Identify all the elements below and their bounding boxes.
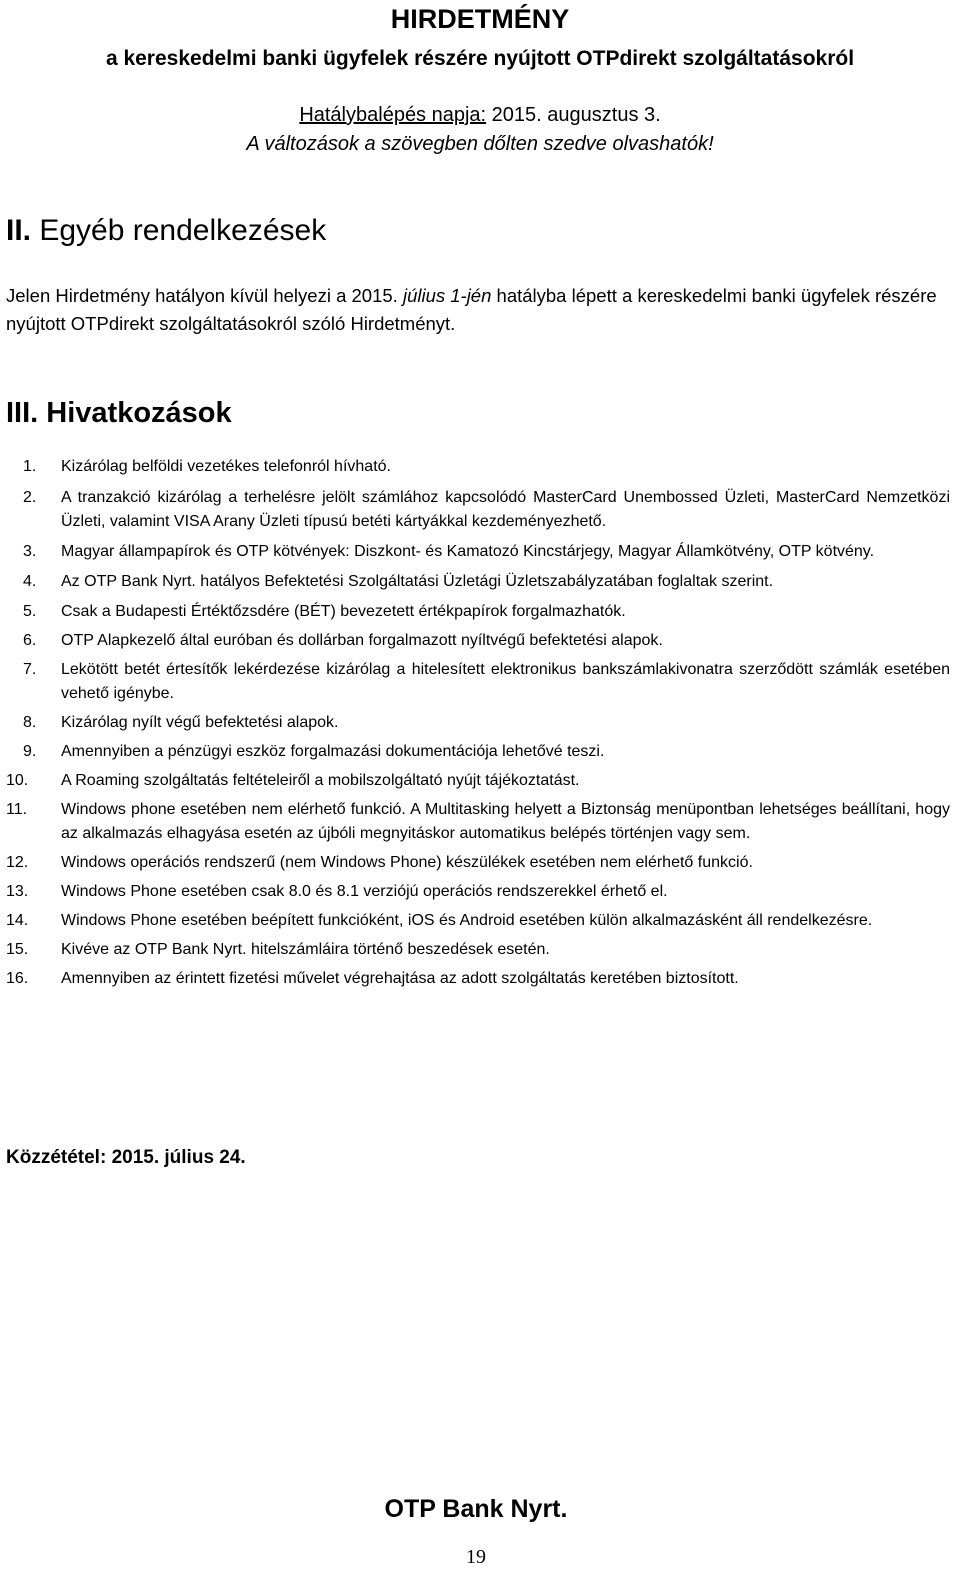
section-2-paragraph	[6, 282, 950, 338]
reference-text: Kivéve az OTP Bank Nyrt. hitelszámláira történő beszedések esetén.	[61, 941, 550, 958]
reference-text: Az OTP Bank Nyrt. hatályos Befektetési Szolgáltatási Üzletági Üzletszabályzatában foglaltak szerint.	[61, 573, 774, 590]
reference-number: 6.	[23, 632, 37, 649]
reference-text: Lekötött betét értesítők lekérdezése kizárólag a hitelesített elektronikus bankszámlakivonatra szerződött számlák esetében vehető igénybe.	[61, 661, 950, 702]
reference-number: 4.	[23, 573, 37, 590]
reference-text: Kizárólag belföldi vezetékes telefonról hívható.	[61, 458, 391, 475]
reference-number: 7.	[23, 661, 37, 678]
reference-text: Windows Phone esetében beépített funkcióként, iOS és Android esetében külön alkalmazásként áll rendelkezésre.	[61, 912, 873, 929]
reference-item-7	[6, 658, 950, 706]
reference-item-4	[6, 570, 950, 594]
reference-text: Magyar állampapírok és OTP kötvények: Diszkont- és Kamatozó Kincstárjegy, Magyar Államkötvény, OTP kötvény.	[61, 543, 875, 560]
section-3-heading: III. Hivatkozások	[6, 397, 232, 429]
reference-item-1	[6, 455, 950, 479]
reference-number: 2.	[23, 489, 37, 506]
reference-item-9	[6, 740, 950, 764]
effective-date-label: Hatálybalépés napja:	[299, 104, 487, 126]
reference-item-16	[6, 967, 950, 991]
section-2-title: Egyéb rendelkezések	[31, 214, 327, 247]
page-number: 19	[466, 1546, 486, 1568]
reference-text: OTP Alapkezelő által euróban és dollárban forgalmazott nyíltvégű befektetési alapok.	[61, 632, 663, 649]
reference-text: A Roaming szolgáltatás feltételeiről a mobilszolgáltató nyújt tájékoztatást.	[61, 772, 580, 789]
bank-name: OTP Bank Nyrt.	[384, 1495, 568, 1523]
document-title: HIRDETMÉNY	[390, 4, 570, 34]
reference-number: 9.	[23, 743, 37, 760]
reference-number: 13.	[6, 883, 29, 900]
publication-date: Közzététel: 2015. július 24.	[6, 1147, 246, 1168]
section-2-number: II.	[6, 214, 32, 247]
changes-note: A változások a szövegben dőlten szedve olvashatók!	[246, 133, 714, 155]
reference-item-2	[6, 486, 950, 534]
reference-number: 12.	[6, 854, 29, 871]
effective-date-value: 2015. augusztus 3.	[486, 104, 661, 126]
reference-item-5	[6, 600, 950, 624]
reference-item-8	[6, 711, 950, 735]
effective-date-line	[0, 102, 960, 128]
reference-item-6	[6, 629, 950, 653]
reference-text: Windows operációs rendszerű (nem Windows Phone) készülékek esetében nem elérhető funkció.	[61, 854, 753, 871]
reference-item-12	[6, 851, 950, 875]
reference-item-14	[6, 909, 950, 933]
reference-text: Csak a Budapesti Értéktőzsdére (BÉT) bevezetett értékpapírok forgalmazhatók.	[61, 603, 626, 620]
reference-item-10	[6, 769, 950, 793]
reference-text: A tranzakció kizárólag a terhelésre jelölt számlához kapcsolódó MasterCard Unembossed Üzleti, MasterCard Nemzetközi Üzleti, valamint VISA Arany Üzleti típusú betéti kártyákkal kezdeményezhető.	[61, 489, 950, 530]
reference-text: Windows phone esetében nem elérhető funkció. A Multitasking helyett a Biztonság menüpontban lehetséges beállítani, hogy az alkalmazás elhagyása esetén az újbóli megnyitáskor automatikus belépés történjen vagy sem.	[61, 801, 950, 842]
reference-number: 10.	[6, 772, 29, 789]
section-2-para-part1: Jelen Hirdetmény hatályon kívül helyezi a 2015.	[6, 285, 403, 306]
reference-item-3	[6, 540, 950, 564]
section-2-para-italic: július 1-jén	[402, 285, 492, 306]
section-2-para-part2: hatályba lépett a kereskedelmi banki ügyfelek részére nyújtott OTPdirekt szolgáltatásokról szóló Hirdetményt.	[6, 285, 937, 334]
reference-text: Amennyiben a pénzügyi eszköz forgalmazási dokumentációja lehetővé teszi.	[61, 743, 605, 760]
reference-number: 15.	[6, 941, 29, 958]
reference-number: 5.	[23, 603, 37, 620]
reference-item-11	[6, 798, 950, 846]
reference-number: 14.	[6, 912, 29, 929]
reference-number: 8.	[23, 714, 37, 731]
references-list	[6, 455, 950, 991]
reference-number: 11.	[6, 801, 28, 818]
document-subtitle: a kereskedelmi banki ügyfelek részére nyújtott OTPdirekt szolgáltatásokról	[105, 47, 855, 70]
reference-number: 3.	[23, 543, 37, 560]
reference-text: Windows Phone esetében csak 8.0 és 8.1 verziójú operációs rendszerekkel érhető el.	[61, 883, 668, 900]
reference-number: 1.	[23, 458, 37, 475]
reference-item-13	[6, 880, 950, 904]
reference-item-15	[6, 938, 950, 962]
reference-text: Kizárólag nyílt végű befektetési alapok.	[61, 714, 339, 731]
reference-number: 16.	[6, 970, 29, 987]
reference-text: Amennyiben az érintett fizetési művelet végrehajtása az adott szolgáltatás keretében biztosított.	[61, 970, 739, 987]
section-2-heading	[6, 213, 326, 249]
